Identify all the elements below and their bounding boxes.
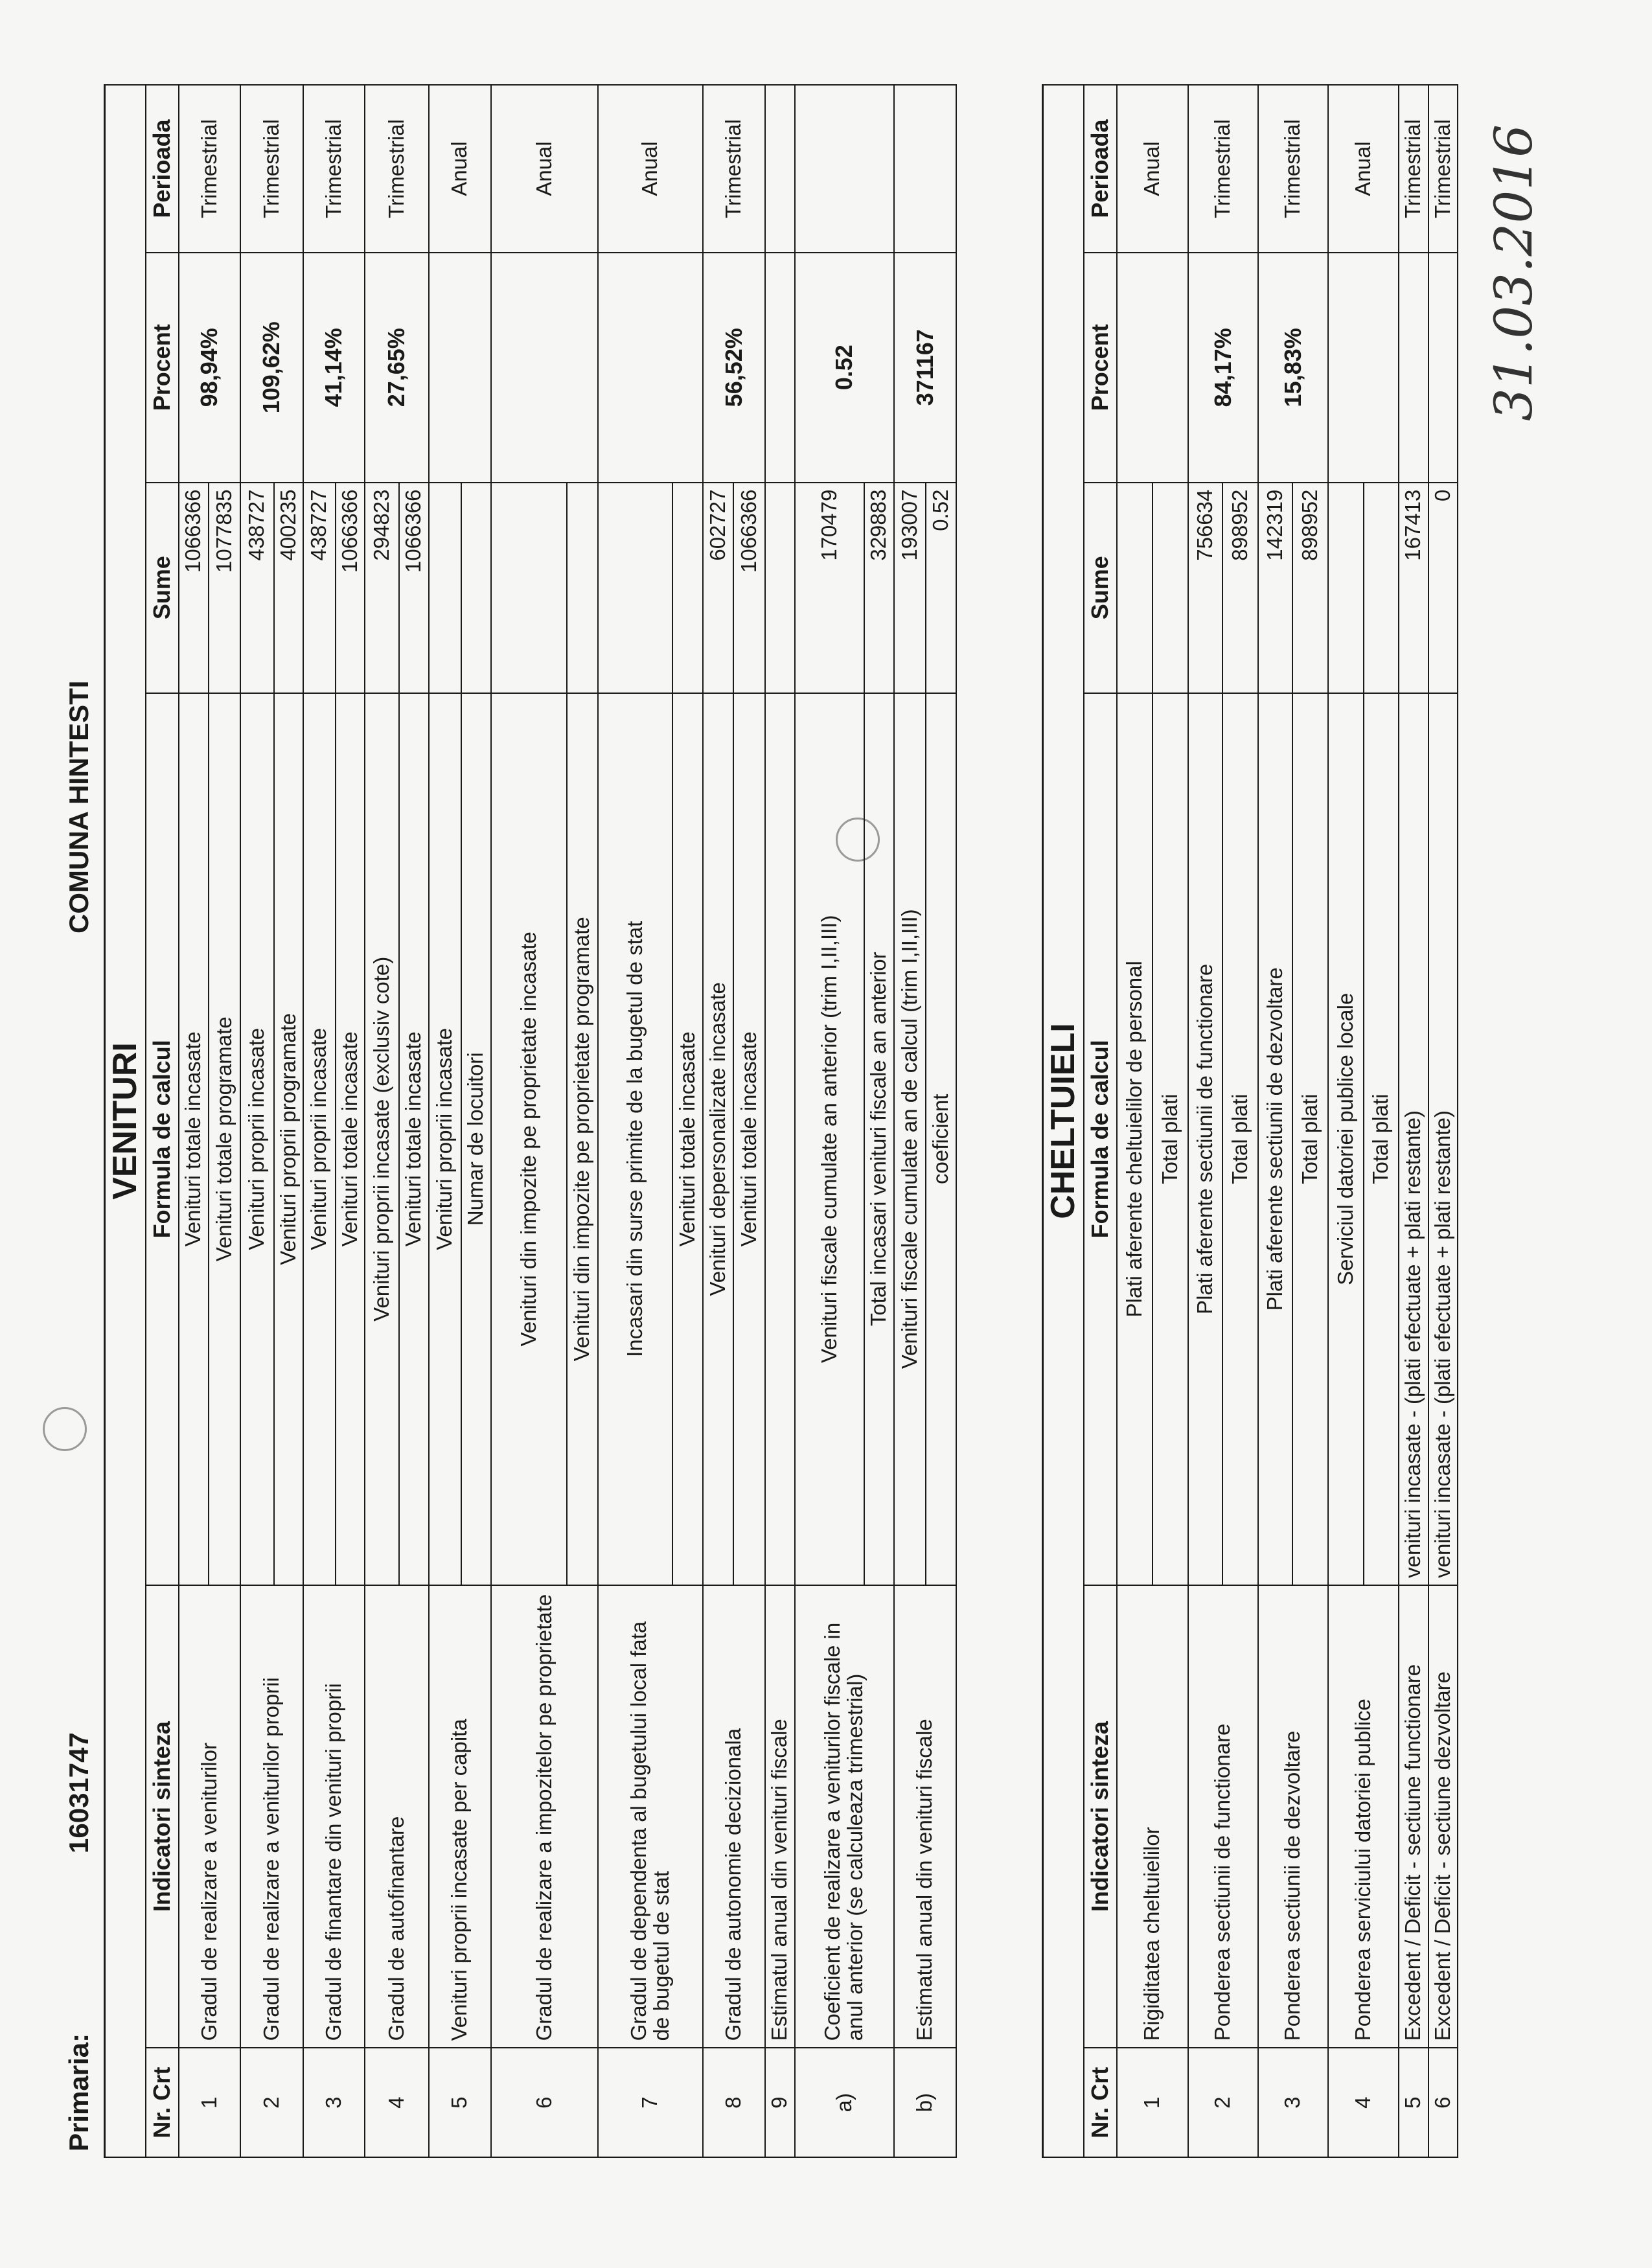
table-row bbox=[1258, 85, 1292, 2157]
perioada-value bbox=[894, 85, 956, 253]
procent-value: 84,17% bbox=[1188, 253, 1258, 483]
column-header-sume: Sume bbox=[146, 483, 179, 693]
row-number: 5 bbox=[429, 2048, 491, 2157]
formula-text: Venituri proprii incasate bbox=[303, 693, 336, 1585]
perioada-value: Anual bbox=[491, 85, 598, 253]
column-header-formula: Formula de calcul bbox=[146, 693, 179, 1585]
suma-value: 170479 bbox=[795, 483, 864, 693]
suma-value bbox=[567, 483, 598, 693]
formula-text: Venituri totale incasate bbox=[672, 693, 703, 1585]
indicator-name: Venituri proprii incasate per capita bbox=[429, 1585, 491, 2048]
suma-value bbox=[765, 483, 795, 693]
indicator-name: Estimatul anual din venituri fiscale bbox=[894, 1585, 956, 2048]
indicator-name: Gradul de dependenta al bugetului local fata de bugetul de stat bbox=[598, 1585, 703, 2048]
indicator-name: Coeficient de realizare a veniturilor fiscale in anul anterior (se calculeaza trimestrial) bbox=[795, 1585, 894, 2048]
formula-text bbox=[765, 693, 795, 1585]
suma-value: 438727 bbox=[240, 483, 274, 693]
column-header-perioada: Perioada bbox=[1084, 85, 1117, 253]
suma-value: 602727 bbox=[703, 483, 733, 693]
row-number: 1 bbox=[1117, 2048, 1188, 2157]
perioada-value: Trimestrial bbox=[240, 85, 303, 253]
row-number: 5 bbox=[1399, 2048, 1428, 2157]
row-number: a) bbox=[795, 2048, 894, 2157]
formula-text: venituri incasate - (plati efectuate + plati restante) bbox=[1399, 693, 1428, 1585]
procent-value bbox=[1117, 253, 1188, 483]
column-header-perioada: Perioada bbox=[146, 85, 179, 253]
formula-text: Venituri totale incasate bbox=[399, 693, 429, 1585]
table-row bbox=[303, 85, 336, 2157]
suma-value: 142319 bbox=[1258, 483, 1292, 693]
procent-value bbox=[1428, 253, 1458, 483]
row-number: 6 bbox=[491, 2048, 598, 2157]
table-row bbox=[765, 85, 795, 2157]
row-number: 4 bbox=[1328, 2048, 1399, 2157]
suma-value: 898952 bbox=[1222, 483, 1258, 693]
perioada-value bbox=[795, 85, 894, 253]
perioada-value: Anual bbox=[429, 85, 491, 253]
suma-value: 1077835 bbox=[209, 483, 240, 693]
row-number: 1 bbox=[179, 2048, 240, 2157]
row-number: 9 bbox=[765, 2048, 795, 2157]
formula-text: Venituri proprii programate bbox=[274, 693, 303, 1585]
indicator-name: Gradul de finantare din venituri proprii bbox=[303, 1585, 365, 2048]
row-number: 3 bbox=[1258, 2048, 1328, 2157]
table-row bbox=[703, 85, 733, 2157]
column-header-indicator: Indicatori sinteza bbox=[146, 1585, 179, 2048]
formula-text: Total plati bbox=[1364, 693, 1399, 1585]
perioada-value: Trimestrial bbox=[703, 85, 765, 253]
formula-text: Venituri totale incasate bbox=[179, 693, 209, 1585]
procent-value bbox=[429, 253, 491, 483]
perioada-value: Anual bbox=[1117, 85, 1188, 253]
formula-text: Venituri proprii incasate (exclusiv cote) bbox=[365, 693, 399, 1585]
suma-value: 400235 bbox=[274, 483, 303, 693]
cheltuieli-table bbox=[1042, 84, 1458, 2158]
formula-text: Total plati bbox=[1153, 693, 1188, 1585]
row-number: 4 bbox=[365, 2048, 429, 2157]
indicator-name: Gradul de autonomie decizionala bbox=[703, 1585, 765, 2048]
indicator-name: Estimatul anual din venituri fiscale bbox=[765, 1585, 795, 2048]
procent-value bbox=[765, 253, 795, 483]
formula-text: Venituri totale programate bbox=[209, 693, 240, 1585]
section-title: VENITURI bbox=[105, 85, 146, 2157]
perioada-value: Trimestrial bbox=[365, 85, 429, 253]
venituri-table bbox=[104, 84, 957, 2158]
procent-value bbox=[491, 253, 598, 483]
suma-value: 329883 bbox=[864, 483, 894, 693]
indicator-name: Gradul de realizare a impozitelor pe proprietate bbox=[491, 1585, 598, 2048]
procent-value: 15,83% bbox=[1258, 253, 1328, 483]
row-number: 8 bbox=[703, 2048, 765, 2157]
formula-text: Total plati bbox=[1222, 693, 1258, 1585]
formula-text: Plati aferente cheltuielilor de personal bbox=[1117, 693, 1153, 1585]
suma-value bbox=[429, 483, 461, 693]
formula-text: Venituri proprii incasate bbox=[240, 693, 274, 1585]
indicator-name: Ponderea sectiunii de functionare bbox=[1188, 1585, 1258, 2048]
column-header-procent: Procent bbox=[146, 253, 179, 483]
table-row bbox=[1117, 85, 1153, 2157]
indicator-name: Excedent / Deficit - sectiune functionare bbox=[1399, 1585, 1428, 2048]
perioada-value: Anual bbox=[1328, 85, 1399, 253]
suma-value bbox=[491, 483, 567, 693]
formula-text: Venituri fiscale cumulate an anterior (trim I,II,III) bbox=[795, 693, 864, 1585]
table-row bbox=[365, 85, 399, 2157]
perioada-value: Anual bbox=[598, 85, 703, 253]
column-header-indicator: Indicatori sinteza bbox=[1084, 1585, 1117, 2048]
indicator-name: Ponderea sectiunii de dezvoltare bbox=[1258, 1585, 1328, 2048]
column-header-procent: Procent bbox=[1084, 253, 1117, 483]
indicator-name: Excedent / Deficit - sectiune dezvoltare bbox=[1428, 1585, 1458, 2048]
column-header-nr: Nr. Crt bbox=[1084, 2048, 1117, 2157]
formula-text: Venituri proprii incasate bbox=[429, 693, 461, 1585]
table-row bbox=[179, 85, 209, 2157]
formula-text: Venituri depersonalizate incasate bbox=[703, 693, 733, 1585]
perioada-value: Trimestrial bbox=[1188, 85, 1258, 253]
suma-value: 438727 bbox=[303, 483, 336, 693]
procent-value: 41,14% bbox=[303, 253, 365, 483]
formula-text: Venituri din impozite pe proprietate programate bbox=[567, 693, 598, 1585]
procent-value bbox=[598, 253, 703, 483]
indicator-name: Rigiditatea cheltuielilor bbox=[1117, 1585, 1188, 2048]
column-header-formula: Formula de calcul bbox=[1084, 693, 1117, 1585]
formula-text: Venituri totale incasate bbox=[336, 693, 365, 1585]
suma-value: 193007 bbox=[894, 483, 926, 693]
suma-value bbox=[461, 483, 491, 693]
table-row bbox=[894, 85, 926, 2157]
formula-text: venituri incasate - (plati efectuate + plati restante) bbox=[1428, 693, 1458, 1585]
suma-value bbox=[672, 483, 703, 693]
suma-value: 1066366 bbox=[336, 483, 365, 693]
suma-value: 756634 bbox=[1188, 483, 1222, 693]
procent-value: 0.52 bbox=[795, 253, 894, 483]
indicator-name: Gradul de autofinantare bbox=[365, 1585, 429, 2048]
table-row bbox=[429, 85, 461, 2157]
table-row bbox=[1428, 85, 1458, 2157]
commune-name: COMUNA HINTESTI bbox=[63, 680, 94, 934]
perioada-value: Trimestrial bbox=[1428, 85, 1458, 253]
suma-value bbox=[1153, 483, 1188, 693]
procent-value bbox=[1399, 253, 1428, 483]
row-number: 6 bbox=[1428, 2048, 1458, 2157]
table-row bbox=[240, 85, 274, 2157]
primaria-label: Primaria: bbox=[63, 2033, 94, 2151]
indicator-name: Gradul de realizare a veniturilor proprii bbox=[240, 1585, 303, 2048]
perioada-value bbox=[765, 85, 795, 253]
section-title: CHELTUIELI bbox=[1043, 85, 1084, 2157]
table-row bbox=[1188, 85, 1222, 2157]
suma-value bbox=[1328, 483, 1364, 693]
procent-value: 109,62% bbox=[240, 253, 303, 483]
formula-text: Venituri din impozite pe proprietate incasate bbox=[491, 693, 567, 1585]
formula-text: Plati aferente sectiunii de dezvoltare bbox=[1258, 693, 1292, 1585]
suma-value: 898952 bbox=[1292, 483, 1328, 693]
suma-value: 167413 bbox=[1399, 483, 1428, 693]
handwritten-date: 31.03.2016 bbox=[1484, 124, 1544, 421]
formula-text: Plati aferente sectiunii de functionare bbox=[1188, 693, 1222, 1585]
row-number: 2 bbox=[240, 2048, 303, 2157]
row-number: 3 bbox=[303, 2048, 365, 2157]
table-row bbox=[1399, 85, 1428, 2157]
suma-value: 0.52 bbox=[926, 483, 956, 693]
procent-value bbox=[1328, 253, 1399, 483]
suma-value bbox=[1364, 483, 1399, 693]
suma-value: 1066366 bbox=[399, 483, 429, 693]
suma-value: 0 bbox=[1428, 483, 1458, 693]
row-number: b) bbox=[894, 2048, 956, 2157]
perioada-value: Trimestrial bbox=[1258, 85, 1328, 253]
table-row bbox=[491, 85, 567, 2157]
row-number: 7 bbox=[598, 2048, 703, 2157]
row-number: 2 bbox=[1188, 2048, 1258, 2157]
suma-value: 1066366 bbox=[179, 483, 209, 693]
procent-value: 371167 bbox=[894, 253, 956, 483]
formula-text: coeficient bbox=[926, 693, 956, 1585]
column-header-nr: Nr. Crt bbox=[146, 2048, 179, 2157]
table-row bbox=[598, 85, 672, 2157]
procent-value: 56,52% bbox=[703, 253, 765, 483]
suma-value bbox=[1117, 483, 1153, 693]
primaria-code: 16031747 bbox=[63, 1732, 94, 1853]
procent-value: 27,65% bbox=[365, 253, 429, 483]
perioada-value: Trimestrial bbox=[1399, 85, 1428, 253]
formula-text: Total plati bbox=[1292, 693, 1328, 1585]
formula-text: Total incasari venituri fiscale an anterior bbox=[864, 693, 894, 1585]
formula-text: Venituri fiscale cumulate an de calcul (trim I,II,III) bbox=[894, 693, 926, 1585]
indicator-name: Ponderea serviciului datoriei publice bbox=[1328, 1585, 1399, 2048]
suma-value: 294823 bbox=[365, 483, 399, 693]
indicator-name: Gradul de realizare a veniturilor bbox=[179, 1585, 240, 2048]
suma-value: 1066366 bbox=[733, 483, 765, 693]
column-header-sume: Sume bbox=[1084, 483, 1117, 693]
procent-value: 98,94% bbox=[179, 253, 240, 483]
rotated-page bbox=[39, 58, 1548, 2210]
formula-text: Numar de locuitori bbox=[461, 693, 491, 1585]
formula-text: Incasari din surse primite de la bugetul de stat bbox=[598, 693, 672, 1585]
formula-text: Venituri totale incasate bbox=[733, 693, 765, 1585]
perioada-value: Trimestrial bbox=[303, 85, 365, 253]
formula-text: Serviciul datoriei publice locale bbox=[1328, 693, 1364, 1585]
perioada-value: Trimestrial bbox=[179, 85, 240, 253]
table-row bbox=[795, 85, 864, 2157]
table-row bbox=[1328, 85, 1364, 2157]
suma-value bbox=[598, 483, 672, 693]
